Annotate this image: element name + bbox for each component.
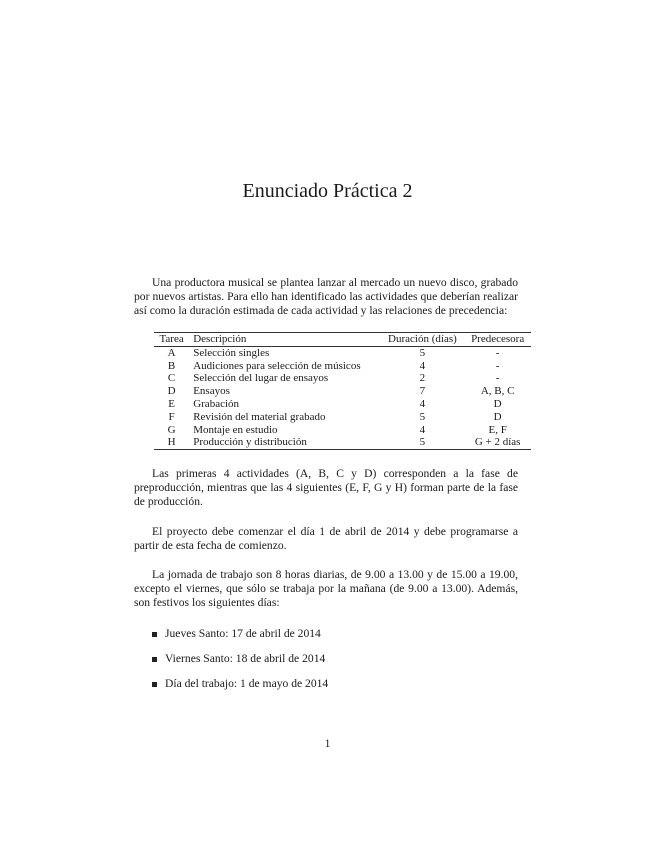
cell-descripcion: Selección singles	[193, 346, 270, 359]
cell-tarea: H	[167, 436, 176, 449]
cell-tarea: G	[167, 423, 176, 436]
header-descripcion: Descripción	[193, 333, 247, 345]
header-tarea: Tarea	[159, 333, 184, 345]
page-number: 1	[324, 737, 331, 750]
cell-predecesora: G + 2 días	[474, 436, 521, 449]
list-item	[152, 677, 328, 702]
holiday-text: Día del trabajo: 1 de mayo de 2014	[165, 677, 329, 690]
list-item	[152, 627, 328, 652]
cell-descripcion: Audiciones para selección de músicos	[193, 359, 361, 372]
holiday-text: Viernes Santo: 18 de abril de 2014	[165, 652, 326, 665]
cell-tarea: D	[167, 385, 176, 398]
header-duracion: Duración (días)	[388, 333, 457, 345]
cell-predecesora: -	[495, 346, 500, 359]
table-row	[154, 398, 531, 411]
list-item	[152, 652, 328, 677]
schedule-paragraph: La jornada de trabajo son 8 horas diarias, de 9.00 a 13.00 y de 15.00 a 19.00, excepto el viernes, que sólo se trabaja por la mañana (de 9.00 a 13.00). Además, son festivos los siguientes días:	[134, 567, 518, 609]
cell-tarea: C	[167, 372, 176, 385]
phases-paragraph: Las primeras 4 actividades (A, B, C y D) corresponden a la fase de preproducción, mientras que las 4 siguientes (E, F, G y H) forman parte de la fase de producción.	[134, 466, 518, 508]
bullet-icon	[152, 682, 157, 687]
cell-tarea: E	[168, 397, 175, 410]
cell-descripcion: Revisión del material grabado	[193, 410, 326, 423]
cell-duracion: 5	[419, 410, 426, 423]
cell-descripcion: Grabación	[193, 397, 240, 410]
table-row	[154, 346, 531, 359]
cell-descripcion: Producción y distribución	[193, 436, 307, 449]
cell-duracion: 5	[419, 346, 426, 359]
table-row	[154, 360, 531, 373]
cell-tarea: A	[167, 346, 176, 359]
holiday-text: Jueves Santo: 17 de abril de 2014	[165, 627, 321, 640]
cell-tarea: B	[167, 359, 176, 372]
table-row	[154, 424, 531, 437]
activities-table	[154, 332, 531, 450]
cell-tarea: F	[168, 410, 175, 423]
cell-predecesora: D	[493, 397, 502, 410]
cell-duracion: 7	[419, 385, 426, 398]
cell-duracion: 4	[419, 397, 426, 410]
start-date-paragraph: El proyecto debe comenzar el día 1 de abril de 2014 y debe programarse a partir de esta fecha de comienzo.	[134, 524, 518, 552]
table-row	[154, 411, 531, 424]
cell-predecesora: -	[495, 372, 500, 385]
cell-duracion: 5	[419, 436, 426, 449]
cell-descripcion: Selección del lugar de ensayos	[193, 372, 329, 385]
cell-predecesora: D	[493, 410, 502, 423]
cell-predecesora: -	[495, 359, 500, 372]
bullet-icon	[152, 632, 157, 637]
intro-paragraph: Una productora musical se plantea lanzar al mercado un nuevo disco, grabado por nuevos artistas. Para ello han identificado las actividades que deberían realizar así como la duración estimada de cada actividad y las relaciones de precedencia:	[134, 275, 518, 317]
table-row	[154, 372, 531, 385]
table-row	[154, 385, 531, 398]
table-header-row	[154, 333, 531, 347]
table-row	[154, 436, 531, 449]
cell-duracion: 4	[419, 359, 426, 372]
cell-predecesora: A, B, C	[480, 385, 515, 398]
bullet-icon	[152, 657, 157, 662]
cell-predecesora: E, F	[488, 423, 507, 436]
cell-descripcion: Montaje en estudio	[193, 423, 278, 436]
holidays-list	[152, 627, 328, 702]
cell-duracion: 4	[419, 423, 426, 436]
document-title: Enunciado Práctica 2	[242, 180, 413, 202]
cell-descripcion: Ensayos	[193, 385, 230, 398]
cell-duracion: 2	[419, 372, 426, 385]
header-predecesora: Predecesora	[471, 333, 525, 345]
